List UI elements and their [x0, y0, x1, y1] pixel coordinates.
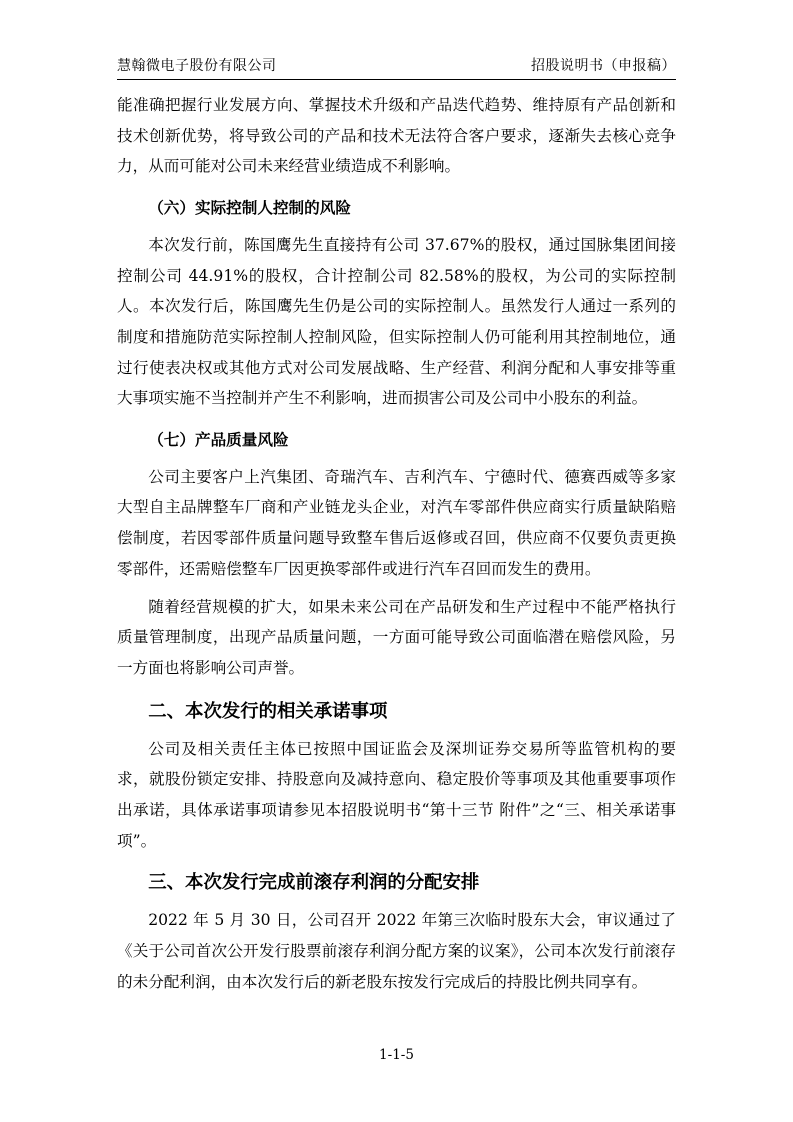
heading-profit-distribution: 三、本次发行完成前滚存利润的分配安排 [148, 872, 480, 894]
heading-control-risk: （六）实际控制人控制的风险 [148, 199, 351, 218]
header-document-title: 招股说明书（申报稿） [531, 58, 676, 74]
paragraph-profit-distribution: 2022 年 5 月 30 日，公司召开 2022 年第三次临时股东大会，审议通过了《关于公司首次公开发行股票前滚存利润分配方案的议案》，公司本次发行前滚存的未分配利润，由本次发行后的新老股东按发行完成后的持股比例共同享有。 [117, 911, 676, 991]
paragraph-quality-risk-1: 公司主要客户上汽集团、奇瑞汽车、吉利汽车、宁德时代、德赛西威等多家大型自主品牌整车厂商和产业链龙头企业，对汽车零部件供应商实行质量缺陷赔偿制度，若因零部件质量问题导致整车售后返修或召回，供应商不仅要负责更换零部件，还需赔偿整车厂因更换零部件或进行汽车召回而发生的费用。 [117, 467, 676, 578]
header-company-name: 慧翰微电子股份有限公司 [117, 58, 277, 74]
paragraph-commitments: 公司及相关责任主体已按照中国证监会及深圳证券交易所等监管机构的要求，就股份锁定安排、持股意向及减持意向、稳定股价等事项及其他重要事项作出承诺，具体承诺事项请参见本招股说明书“第十三节 附件”之“三、相关承诺事项”。 [117, 739, 676, 850]
paragraph-control-risk: 本次发行前，陈国鹰先生直接持有公司 37.67%的股权，通过国脉集团间接控制公司 44.91%的股权，合计控制公司 82.58%的股权，为公司的实际控制人。本次发行后，陈国鹰先生仍是公司的实际控制人。虽然发行人通过一系列的制度和措施防范实际控制人控制风险，但实际控制人仍可能利用其控制地位，通过行使表决权或其他方式对公司发展战略、生产经营、利润分配和人事安排等重大事项实施不当控制并产生不利影响，进而损害公司及公司中小股东的利益。 [117, 235, 676, 408]
document-body [117, 90, 676, 998]
heading-commitments: 二、本次发行的相关承诺事项 [148, 700, 388, 722]
heading-quality-risk: （七）产品质量风险 [148, 431, 289, 450]
page-header [117, 53, 676, 80]
page-number: 1-1-5 [379, 1047, 414, 1063]
paragraph-intro-continuation: 能准确把握行业发展方向、掌握技术升级和产品迭代趋势、维持原有产品创新和技术创新优势，将导致公司的产品和技术无法符合客户要求，逐渐失去核心竞争力，从而可能对公司未来经营业绩造成不利影响。 [117, 96, 676, 176]
paragraph-quality-risk-2: 随着经营规模的扩大，如果未来公司在产品研发和生产过程中不能严格执行质量管理制度，出现产品质量问题，一方面可能导致公司面临潜在赔偿风险，另一方面也将影响公司声誉。 [117, 597, 676, 677]
